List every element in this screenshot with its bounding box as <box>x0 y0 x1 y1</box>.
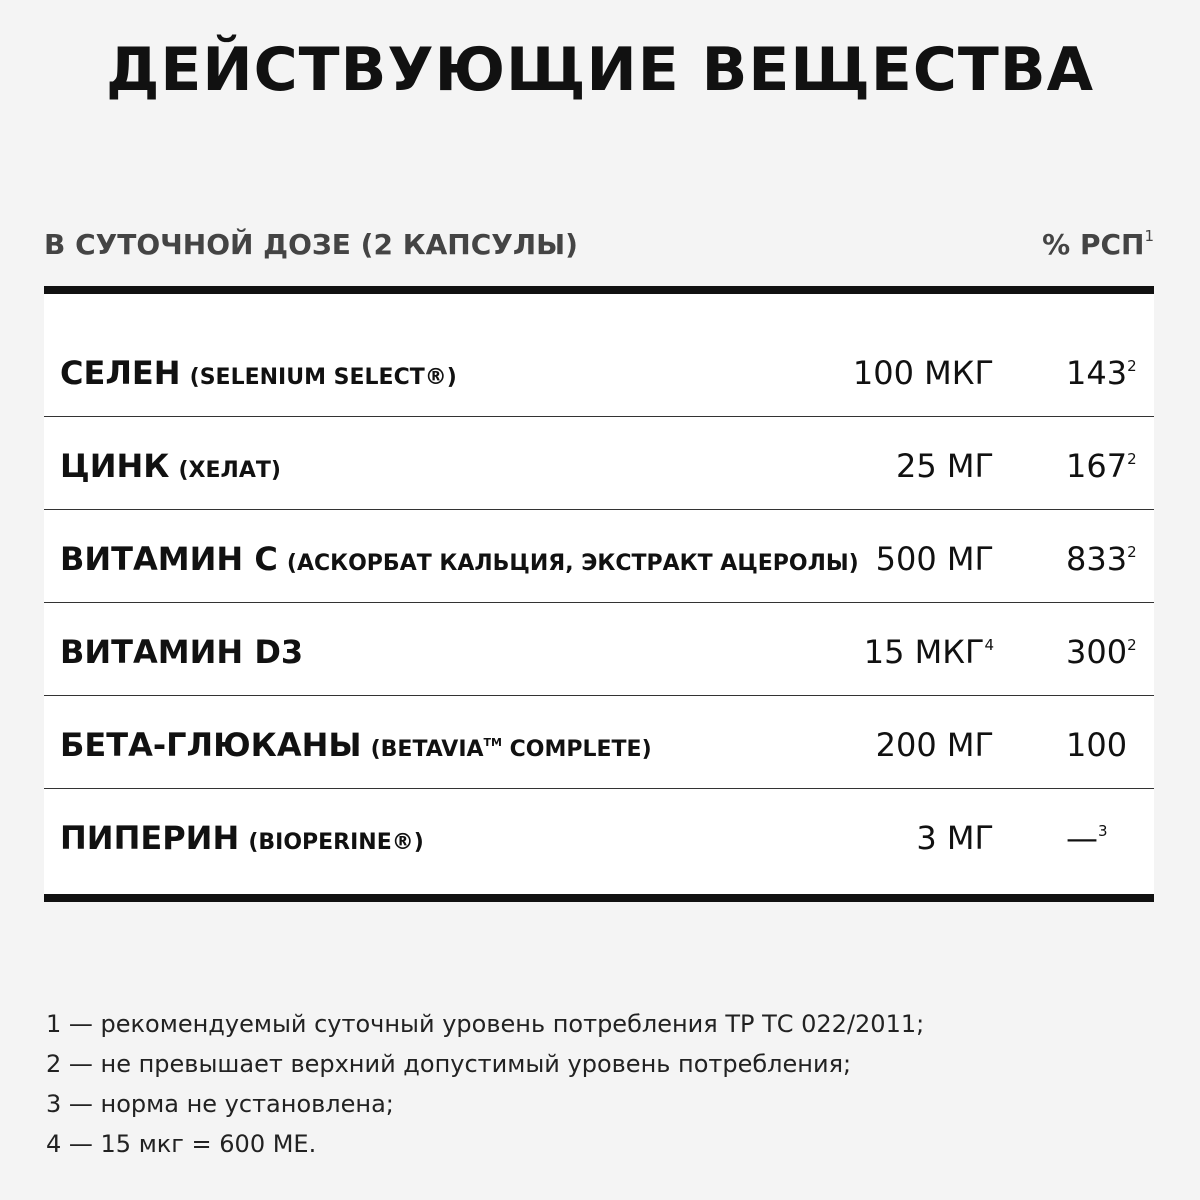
table-row-beta-glucans <box>44 696 1154 789</box>
footnote-3: 3 — норма не установлена; <box>46 1090 394 1118</box>
ingredient-name <box>60 447 281 485</box>
table-row-zinc <box>44 417 1154 510</box>
ingredient-amount: 3 МГ <box>916 819 994 857</box>
daily-dose-header: В СУТОЧНОЙ ДОЗЕ (2 КАПСУЛЫ) <box>44 228 578 261</box>
footnote-1: 1 — рекомендуемый суточный уровень потребления ТР ТС 022/2011; <box>46 1010 925 1038</box>
rsp-value: 167 <box>1066 447 1128 485</box>
ingredient-amount <box>864 633 994 671</box>
ingredient-name <box>60 540 859 578</box>
ingredient-name <box>60 726 652 764</box>
ingredient-name <box>60 819 424 857</box>
rsp-header <box>1042 228 1154 261</box>
source-brand-suffix: COMPLETE) <box>501 737 652 762</box>
rsp-value: 100 <box>1066 726 1128 764</box>
rsp-footnote-mark: 2 <box>1127 450 1137 468</box>
ingredient-name <box>60 354 457 392</box>
ingredient-name <box>60 633 303 671</box>
rsp-value: 143 <box>1066 354 1128 392</box>
ingredient-title: ВИТАМИН С <box>60 540 278 578</box>
ingredient-title: СЕЛЕН <box>60 354 181 392</box>
rsp-value: — <box>1066 819 1098 857</box>
rsp-header-label: % РСП <box>1042 228 1145 261</box>
ingredient-amount: 200 МГ <box>875 726 994 764</box>
ingredient-title: ПИПЕРИН <box>60 819 240 857</box>
amount-footnote-mark: 4 <box>984 636 994 654</box>
ingredient-source: (АСКОРБАТ КАЛЬЦИЯ, ЭКСТРАКТ АЦЕРОЛЫ) <box>286 551 859 576</box>
ingredient-rsp <box>1066 354 1137 392</box>
table-row-selenium <box>44 324 1154 417</box>
ingredient-source <box>371 737 652 762</box>
footnotes <box>46 1004 1156 1164</box>
ingredient-amount: 25 МГ <box>895 447 994 485</box>
rsp-footnote-mark: 2 <box>1127 357 1137 375</box>
table-row-vitamin-c <box>44 510 1154 603</box>
ingredient-title: ЦИНК <box>60 447 170 485</box>
ingredient-rsp <box>1066 819 1108 857</box>
ingredient-title: БЕТА-ГЛЮКАНЫ <box>60 726 362 764</box>
ingredients-table <box>44 286 1154 902</box>
rsp-header-footnote-mark: 1 <box>1144 227 1154 245</box>
table-row-vitamin-d3 <box>44 603 1154 696</box>
rsp-value: 300 <box>1066 633 1128 671</box>
ingredient-amount: 100 МКГ <box>852 354 994 392</box>
trademark-mark: TM <box>483 736 502 749</box>
ingredient-source: (BIOPERINE®) <box>248 830 424 855</box>
page-title: ДЕЙСТВУЮЩИЕ ВЕЩЕСТВА <box>105 35 1095 105</box>
footnote-2: 2 — не превышает верхний допустимый уровень потребления; <box>46 1050 852 1078</box>
rsp-value: 833 <box>1066 540 1128 578</box>
rsp-footnote-mark: 2 <box>1127 636 1137 654</box>
ingredient-rsp <box>1066 633 1137 671</box>
ingredient-rsp <box>1066 447 1137 485</box>
ingredient-title: ВИТАМИН D3 <box>60 633 304 671</box>
table-row-piperine <box>44 789 1154 882</box>
rsp-footnote-mark: 2 <box>1127 543 1137 561</box>
ingredient-amount: 500 МГ <box>875 540 994 578</box>
ingredient-source: (SELENIUM SELECT®) <box>189 365 457 390</box>
footnote-4: 4 — 15 мкг = 600 МЕ. <box>46 1130 317 1158</box>
table-header <box>44 228 1154 268</box>
rsp-footnote-mark: 3 <box>1098 822 1108 840</box>
amount-value: 15 МКГ <box>863 633 985 671</box>
ingredient-source: (ХЕЛАТ) <box>178 458 281 483</box>
ingredient-rsp <box>1066 726 1127 764</box>
source-brand: (BETAVIA <box>370 737 484 762</box>
ingredient-rsp <box>1066 540 1137 578</box>
